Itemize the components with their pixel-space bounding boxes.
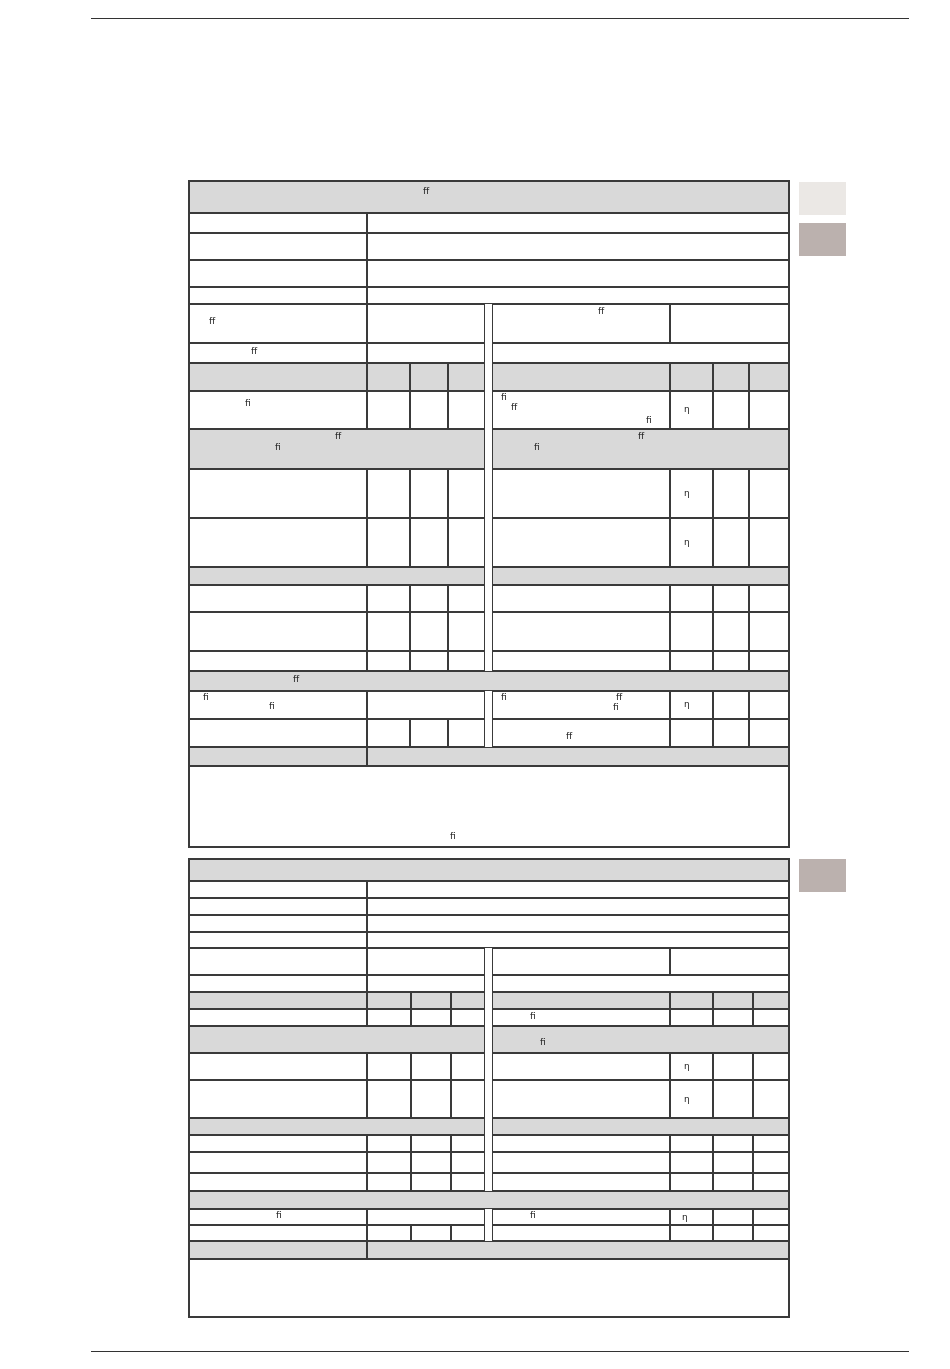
form1-data-c-eta: η (684, 538, 690, 548)
form1-data-c-label (189, 518, 367, 567)
form2-full-header (189, 1191, 789, 1209)
form-table-1 (188, 180, 790, 848)
form1-data-b-r3 (749, 469, 789, 518)
form1-notes-glyph: ﬁ (450, 832, 456, 842)
form2-data-c-eta: η (684, 1095, 690, 1105)
form2-data-a-r3 (753, 1009, 789, 1026)
form1-data-a-r1 (670, 391, 713, 429)
form2-data-f-r3 (753, 1173, 789, 1191)
form2-section-right-glyph: ﬁ (540, 1038, 546, 1048)
form2-data-h-r3 (753, 1225, 789, 1241)
form2-data-a-r2 (713, 1009, 753, 1026)
form2-row-2-label (189, 898, 367, 915)
form2-data-a-c1 (367, 1009, 411, 1026)
form1-data-c-r1 (670, 518, 713, 567)
form2-data-d-c2 (411, 1135, 451, 1152)
form1-title-glyph: ﬀ (423, 187, 430, 197)
form1-data-g-r1 (670, 691, 713, 719)
form1-data-f-r3 (749, 651, 789, 671)
form1-data-b-label (189, 469, 367, 518)
form2-data-b-r2 (713, 1053, 753, 1080)
form2-data-d-c1 (367, 1135, 411, 1152)
form1-data-h-c1 (367, 719, 410, 747)
form1-thin-header-right (492, 567, 789, 585)
form2-section-header-left (189, 1026, 485, 1053)
form1-data-f-label (189, 651, 367, 671)
form2-data-a-c3 (451, 1009, 485, 1026)
form1-row-5-value (367, 304, 485, 343)
form2-data-c-label (189, 1080, 367, 1118)
form1-data-h-c2 (410, 719, 448, 747)
form2-data-f-r1 (670, 1173, 713, 1191)
form2-data-e-right-label (492, 1152, 670, 1173)
form2-col-header-left (189, 992, 367, 1009)
form1-data-b-r2 (713, 469, 749, 518)
form2-data-c-c3 (451, 1080, 485, 1118)
form2-footer-header-label (189, 1241, 367, 1259)
form2-data-f-right-label (492, 1173, 670, 1191)
form2-data-h-r1 (670, 1225, 713, 1241)
form2-data-f-c2 (411, 1173, 451, 1191)
form2-data-b-label (189, 1053, 367, 1080)
form1-data-e-c1 (367, 612, 410, 651)
form2-row-2-value (367, 898, 789, 915)
form1-row-3-value (367, 260, 789, 287)
form2-row-6-right (492, 975, 789, 992)
form1-data-a-right-label (492, 391, 670, 429)
form2-data-b-r1 (670, 1053, 713, 1080)
form1-data-h-r2 (713, 719, 749, 747)
form1-row-4-label (189, 287, 367, 304)
form2-data-d-c3 (451, 1135, 485, 1152)
form2-thin-header-left (189, 1118, 485, 1135)
form1-data-b-right-label (492, 469, 670, 518)
form1-section-right-glyph-2: ﬁ (534, 443, 540, 453)
form2-footer-header-value (367, 1241, 789, 1259)
form1-data-e-r2 (713, 612, 749, 651)
form2-row-3-label (189, 915, 367, 932)
form2-row-5-label (189, 948, 367, 975)
form1-data-a-eta: η (684, 405, 690, 415)
form1-row-2-value (367, 233, 789, 260)
form1-row-1-label (189, 213, 367, 233)
form2-data-e-label (189, 1152, 367, 1173)
side-tab-3 (799, 859, 846, 892)
form1-data-b-eta: η (684, 489, 690, 499)
form2-data-a-label (189, 1009, 367, 1026)
form2-data-a-c2 (411, 1009, 451, 1026)
form1-data-g-eta: η (684, 700, 690, 710)
form1-data-f-c2 (410, 651, 448, 671)
form1-data-d-r3 (749, 585, 789, 612)
form1-data-d-c1 (367, 585, 410, 612)
form1-data-c-c1 (367, 518, 410, 567)
form1-row-3-label (189, 260, 367, 287)
form2-data-c-right-label (492, 1080, 670, 1118)
form1-col-header-l3 (448, 363, 485, 391)
form1-data-e-c2 (410, 612, 448, 651)
form2-data-g-r3 (753, 1209, 789, 1225)
form1-row-5-right-label (492, 304, 670, 343)
form2-data-c-r3 (753, 1080, 789, 1118)
form2-row-4-value (367, 932, 789, 948)
form2-data-h-c2 (411, 1225, 451, 1241)
form2-col-header-l3 (451, 992, 485, 1009)
form1-data-f-r2 (713, 651, 749, 671)
form2-row-5-right-label (492, 948, 670, 975)
side-tab-1 (799, 182, 846, 215)
form2-data-h-c1 (367, 1225, 411, 1241)
form1-data-a-right-glyph-3: ﬁ (646, 416, 652, 426)
form2-col-header-r1 (670, 992, 713, 1009)
form2-col-header-r2 (713, 992, 753, 1009)
form1-data-g-value (367, 691, 485, 719)
form2-row-6-value (367, 975, 485, 992)
form1-data-d-label (189, 585, 367, 612)
form2-section-header-right (492, 1026, 789, 1053)
form2-data-e-c1 (367, 1152, 411, 1173)
form2-data-h-right-label (492, 1225, 670, 1241)
form1-row-6-glyph: ﬀ (251, 347, 258, 357)
form2-data-g-right-label (492, 1209, 670, 1225)
form1-col-header-r1 (670, 363, 713, 391)
form1-notes-area (189, 766, 789, 847)
form1-data-g-glyph-1: ﬁ (203, 693, 209, 703)
form1-section-left-glyph-2: ﬁ (275, 443, 281, 453)
form1-data-h-right-label (492, 719, 670, 747)
form1-data-g-glyph-2: ﬁ (269, 702, 275, 712)
form1-data-g-r2 (713, 691, 749, 719)
form1-title-header (189, 181, 789, 213)
form2-col-header-r3 (753, 992, 789, 1009)
form2-data-h-c3 (451, 1225, 485, 1241)
form1-row-1-value (367, 213, 789, 233)
form1-data-a-c3 (448, 391, 485, 429)
form2-row-5-right-value (670, 948, 789, 975)
form1-data-h-label (189, 719, 367, 747)
form1-row-2-label (189, 233, 367, 260)
form1-row-6-value (367, 343, 485, 363)
form2-data-e-r1 (670, 1152, 713, 1173)
form2-data-b-eta: η (684, 1062, 690, 1072)
form2-row-1-label (189, 881, 367, 898)
form1-section-right-glyph-1: ﬀ (638, 432, 645, 442)
form1-data-a-right-glyph-2: ﬀ (511, 403, 518, 413)
form2-data-c-c2 (411, 1080, 451, 1118)
form1-data-e-c3 (448, 612, 485, 651)
form1-data-h-r3 (749, 719, 789, 747)
form1-col-header-r2 (713, 363, 749, 391)
form1-data-e-right-label (492, 612, 670, 651)
form1-data-g-right-glyph-2: ﬀ (616, 693, 623, 703)
form2-row-4-label (189, 932, 367, 948)
form1-data-f-c3 (448, 651, 485, 671)
form2-data-g-right-glyph: ﬁ (530, 1211, 536, 1221)
form2-data-c-r1 (670, 1080, 713, 1118)
form2-thin-header-right (492, 1118, 789, 1135)
form1-data-d-c3 (448, 585, 485, 612)
form1-data-c-right-label (492, 518, 670, 567)
form1-full-header-glyph: ﬀ (293, 675, 300, 685)
form2-col-header-right (492, 992, 670, 1009)
form1-row-6-right (492, 343, 789, 363)
form1-data-d-r1 (670, 585, 713, 612)
form2-data-a-r1 (670, 1009, 713, 1026)
form1-col-header-left (189, 363, 367, 391)
form1-section-left-glyph-1: ﬀ (335, 432, 342, 442)
form2-title-header (189, 859, 789, 881)
form2-row-6-label (189, 975, 367, 992)
form2-data-g-r2 (713, 1209, 753, 1225)
form-table-2 (188, 858, 790, 1318)
form2-data-b-c2 (411, 1053, 451, 1080)
form1-data-b-c2 (410, 469, 448, 518)
form1-row-5-right-value (670, 304, 789, 343)
form1-row-6-label (189, 343, 367, 363)
form2-col-header-l2 (411, 992, 451, 1009)
form2-data-c-r2 (713, 1080, 753, 1118)
form2-data-a-right-glyph: ﬁ (530, 1012, 536, 1022)
form1-data-a-right-glyph-1: ﬁ (501, 393, 507, 403)
form2-data-h-label (189, 1225, 367, 1241)
form1-data-h-right-glyph: ﬀ (566, 732, 573, 742)
form1-data-e-label (189, 612, 367, 651)
form1-col-header-l2 (410, 363, 448, 391)
form2-data-g-r1 (670, 1209, 713, 1225)
form1-data-e-r3 (749, 612, 789, 651)
form1-data-f-right-label (492, 651, 670, 671)
form1-full-header (189, 671, 789, 691)
form2-data-e-c3 (451, 1152, 485, 1173)
top-rule (91, 18, 909, 19)
form1-data-b-r1 (670, 469, 713, 518)
form1-data-h-r1 (670, 719, 713, 747)
form2-data-f-label (189, 1173, 367, 1191)
form1-footer-header-label (189, 747, 367, 766)
form1-data-d-r2 (713, 585, 749, 612)
form2-data-d-r3 (753, 1135, 789, 1152)
form1-data-a-glyph: ﬁ (245, 399, 251, 409)
form1-data-e-r1 (670, 612, 713, 651)
form1-data-g-label (189, 691, 367, 719)
form1-data-g-r3 (749, 691, 789, 719)
form1-data-a-r3 (749, 391, 789, 429)
form1-row-4-value (367, 287, 789, 304)
form1-data-h-c3 (448, 719, 485, 747)
form2-data-b-r3 (753, 1053, 789, 1080)
form1-data-c-c2 (410, 518, 448, 567)
form2-data-g-eta: η (682, 1213, 688, 1223)
form2-data-e-c2 (411, 1152, 451, 1173)
form2-data-b-right-label (492, 1053, 670, 1080)
form1-footer-header-value (367, 747, 789, 766)
form2-row-1-value (367, 881, 789, 898)
form2-data-h-r2 (713, 1225, 753, 1241)
form2-data-b-c3 (451, 1053, 485, 1080)
form2-data-e-r3 (753, 1152, 789, 1173)
form2-data-d-r2 (713, 1135, 753, 1152)
form1-data-c-c3 (448, 518, 485, 567)
form1-data-c-r2 (713, 518, 749, 567)
form1-data-d-c2 (410, 585, 448, 612)
form1-thin-header-left (189, 567, 485, 585)
form1-data-c-r3 (749, 518, 789, 567)
form2-data-f-c1 (367, 1173, 411, 1191)
form2-data-c-c1 (367, 1080, 411, 1118)
form2-col-header-l1 (367, 992, 411, 1009)
form1-data-g-right-label (492, 691, 670, 719)
form1-data-g-right-glyph-3: ﬁ (613, 703, 619, 713)
form1-data-a-c2 (410, 391, 448, 429)
form2-row-3-value (367, 915, 789, 932)
form2-data-d-right-label (492, 1135, 670, 1152)
form1-col-header-l1 (367, 363, 410, 391)
side-tab-2 (799, 223, 846, 256)
form2-data-d-r1 (670, 1135, 713, 1152)
form2-data-e-r2 (713, 1152, 753, 1173)
form1-data-b-c1 (367, 469, 410, 518)
form1-data-a-label (189, 391, 367, 429)
form2-data-d-label (189, 1135, 367, 1152)
form1-data-b-c3 (448, 469, 485, 518)
form1-data-d-right-label (492, 585, 670, 612)
form1-col-header-r3 (749, 363, 789, 391)
form2-row-5-value (367, 948, 485, 975)
form2-data-g-value (367, 1209, 485, 1225)
form2-data-f-r2 (713, 1173, 753, 1191)
form1-row-5-right-glyph: ﬀ (598, 307, 605, 317)
form1-data-a-r2 (713, 391, 749, 429)
form1-row-5-label (189, 304, 367, 343)
form2-notes-area (189, 1259, 789, 1317)
form1-data-a-c1 (367, 391, 410, 429)
form1-data-g-right-glyph-1: ﬁ (501, 693, 507, 703)
form2-data-f-c3 (451, 1173, 485, 1191)
form2-data-a-right-label (492, 1009, 670, 1026)
form2-data-g-glyph: ﬁ (276, 1211, 282, 1221)
form1-data-f-c1 (367, 651, 410, 671)
bottom-rule (91, 1351, 909, 1352)
form1-data-f-r1 (670, 651, 713, 671)
form2-data-b-c1 (367, 1053, 411, 1080)
form1-row-5-glyph: ﬀ (209, 317, 216, 327)
form1-col-header-right (492, 363, 670, 391)
